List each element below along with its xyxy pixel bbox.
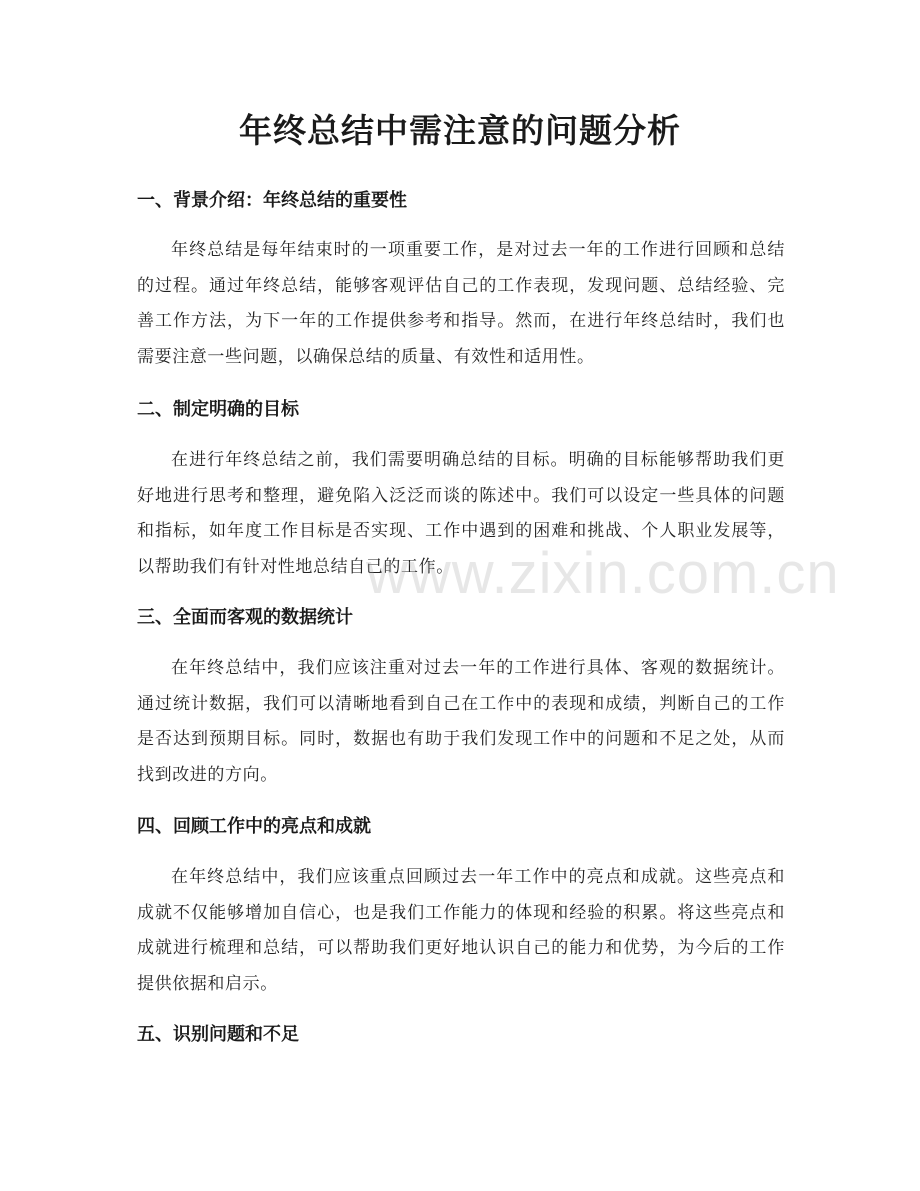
section-heading-2: 二、制定明确的目标 [137,399,299,420]
page-title: 年终总结中需注意的问题分析 [239,111,681,150]
section-paragraph-2: 在进行年终总结之前，我们需要明确总结的目标。明确的目标能够帮助我们更好地进行思考和整理，避免陷入泛泛而谈的陈述中。我们可以设定一些具体的问题和指标，如年度工作目标是否实现、工作中遇到的困难和挑战、个人职业发展等，以帮助我们有针对性地总结自己的工作。 [137,450,785,577]
section-heading-1: 一、背景介绍：年终总结的重要性 [137,190,407,211]
section-paragraph-3: 在年终总结中，我们应该注重对过去一年的工作进行具体、客观的数据统计。通过统计数据，我们可以清晰地看到自己在工作中的表现和成绩，判断自己的工作是否达到预期目标。同时，数据也有助于我们发现工作中的问题和不足之处，从而找到改进的方向。 [137,658,785,785]
section-paragraph-1: 年终总结是每年结束时的一项重要工作，是对过去一年的工作进行回顾和总结的过程。通过年终总结，能够客观评估自己的工作表现，发现问题、总结经验、完善工作方法，为下一年的工作提供参考和指导。然而，在进行年终总结时，我们也需要注意一些问题，以确保总结的质量、有效性和适用性。 [137,240,785,367]
watermark: www.zixin.com.cn [366,541,840,606]
section-paragraph-4: 在年终总结中，我们应该重点回顾过去一年工作中的亮点和成就。这些亮点和成就不仅能够增加自信心，也是我们工作能力的体现和经验的积累。将这些亮点和成就进行梳理和总结，可以帮助我们更好地认识自己的能力和优势，为今后的工作提供依据和启示。 [137,867,785,994]
section-heading-3: 三、全面而客观的数据统计 [137,607,353,628]
section-heading-4: 四、回顾工作中的亮点和成就 [137,816,371,837]
section-heading-5: 五、识别问题和不足 [137,1024,299,1045]
